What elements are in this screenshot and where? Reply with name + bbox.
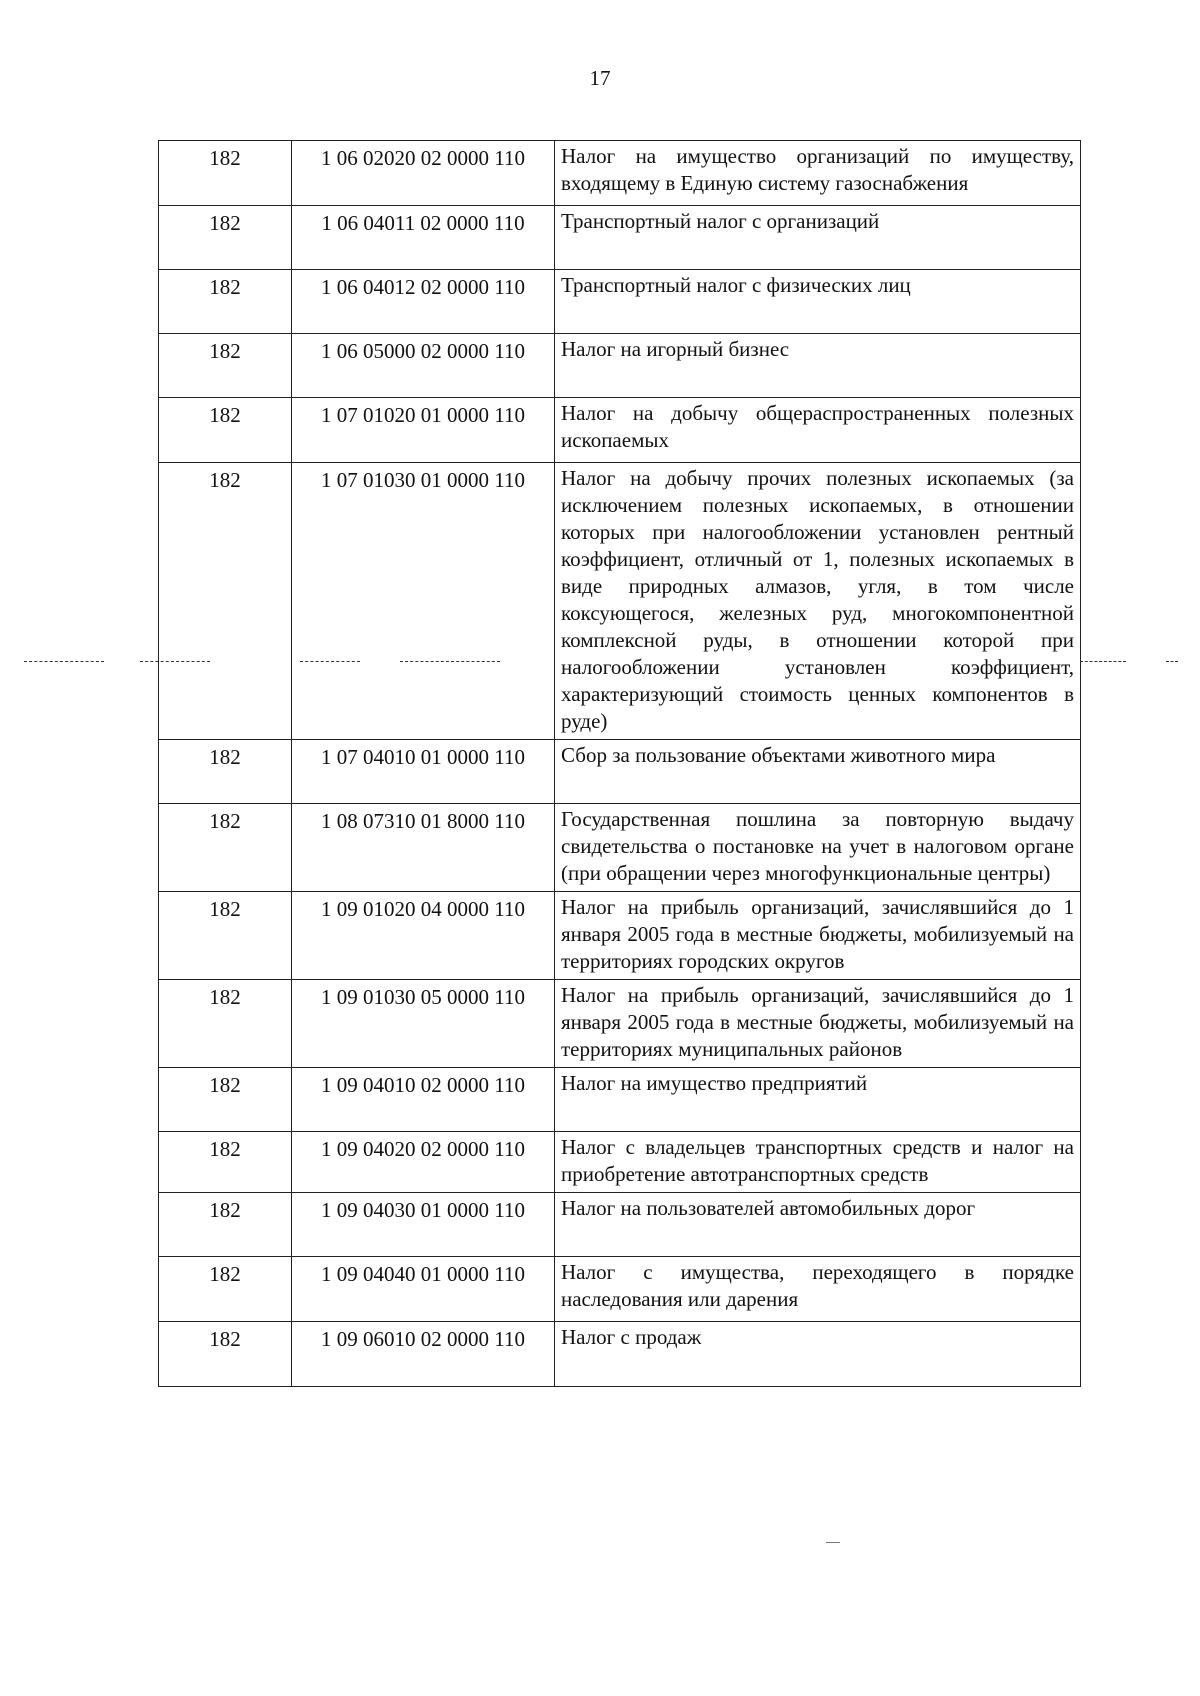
income-code-cell: 1 09 06010 02 0000 110 [292,1322,555,1387]
income-code-cell: 1 09 04030 01 0000 110 [292,1193,555,1257]
table-row [159,892,1081,980]
admin-code-cell: 182 [159,1193,292,1257]
income-name-cell: Налог с имущества, переходящего в порядке наследования или дарения [555,1257,1081,1322]
admin-code-cell: 182 [159,980,292,1068]
income-name-cell: Налог на прибыль организаций, зачислявшийся до 1 января 2005 года в местные бюджеты, мобилизуемый на территориях муниципальных районов [555,980,1081,1068]
admin-code-cell: 182 [159,1257,292,1322]
admin-code-cell: 182 [159,141,292,206]
admin-code-cell: 182 [159,1322,292,1387]
income-code-cell: 1 06 02020 02 0000 110 [292,141,555,206]
admin-code-cell: 182 [159,1132,292,1193]
income-code-cell: 1 07 01020 01 0000 110 [292,398,555,463]
scan-artifact-line [24,661,104,662]
income-code-cell: 1 09 01020 04 0000 110 [292,892,555,980]
income-code-cell: 1 06 04011 02 0000 110 [292,206,555,270]
scan-artifact-line [300,661,360,662]
table-row [159,270,1081,334]
scan-artifact-mark [826,1542,840,1543]
table-row [159,980,1081,1068]
income-code-cell: 1 06 05000 02 0000 110 [292,334,555,398]
page-number: 17 [589,66,611,90]
admin-code-cell: 182 [159,398,292,463]
admin-code-cell: 182 [159,463,292,740]
table-row [159,1322,1081,1387]
admin-code-cell: 182 [159,206,292,270]
income-name-cell: Транспортный налог с физических лиц [555,270,1081,334]
table-row [159,740,1081,804]
income-name-cell: Государственная пошлина за повторную выдачу свидетельства о постановке на учет в налоговом органе (при обращении через многофункциональные центры) [555,804,1081,892]
income-name-cell: Налог с продаж [555,1322,1081,1387]
table-row [159,141,1081,206]
income-code-cell: 1 09 04020 02 0000 110 [292,1132,555,1193]
income-name-cell: Налог на имущество предприятий [555,1068,1081,1132]
admin-code-cell: 182 [159,334,292,398]
income-code-cell: 1 09 04040 01 0000 110 [292,1257,555,1322]
table-row [159,398,1081,463]
admin-code-cell: 182 [159,1068,292,1132]
income-code-cell: 1 09 04010 02 0000 110 [292,1068,555,1132]
admin-code-cell: 182 [159,740,292,804]
scan-artifact-line [1080,661,1126,662]
income-name-cell: Налог на добычу прочих полезных ископаемых (за исключением полезных ископаемых, в отношении которых при налогообложении установлен рентный коэффициент, отличный от 1, полезных ископаемых в виде природных алмазов, угля, в том числе коксующегося, железных руд, многокомпонентной комплексной руды, в отношении которой при налогообложении установлен коэффициент, характеризующий стоимость ценных компонентов в руде) [555,463,1081,740]
income-name-cell: Налог на игорный бизнес [555,334,1081,398]
table-row [159,1257,1081,1322]
income-name-cell: Налог на прибыль организаций, зачислявшийся до 1 января 2005 года в местные бюджеты, мобилизуемый на территориях городских округов [555,892,1081,980]
table-row [159,206,1081,270]
income-code-cell: 1 08 07310 01 8000 110 [292,804,555,892]
income-code-cell: 1 07 04010 01 0000 110 [292,740,555,804]
admin-code-cell: 182 [159,804,292,892]
budget-classification-table [158,140,1081,1387]
scan-artifact-line [140,661,210,662]
table-row [159,1132,1081,1193]
income-code-cell: 1 06 04012 02 0000 110 [292,270,555,334]
income-code-cell: 1 07 01030 01 0000 110 [292,463,555,740]
income-name-cell: Налог на добычу общераспространенных полезных ископаемых [555,398,1081,463]
table-row [159,1068,1081,1132]
income-name-cell: Транспортный налог с организаций [555,206,1081,270]
scan-artifact-line [400,661,500,662]
income-code-cell: 1 09 01030 05 0000 110 [292,980,555,1068]
admin-code-cell: 182 [159,892,292,980]
table-row [159,463,1081,740]
income-name-cell: Налог на имущество организаций по имуществу, входящему в Единую систему газоснабжения [555,141,1081,206]
income-name-cell: Сбор за пользование объектами животного мира [555,740,1081,804]
income-name-cell: Налог на пользователей автомобильных дорог [555,1193,1081,1257]
table-row [159,334,1081,398]
table-row [159,1193,1081,1257]
table-row [159,804,1081,892]
admin-code-cell: 182 [159,270,292,334]
scan-artifact-line [1166,661,1178,662]
income-name-cell: Налог с владельцев транспортных средств и налог на приобретение автотранспортных средств [555,1132,1081,1193]
